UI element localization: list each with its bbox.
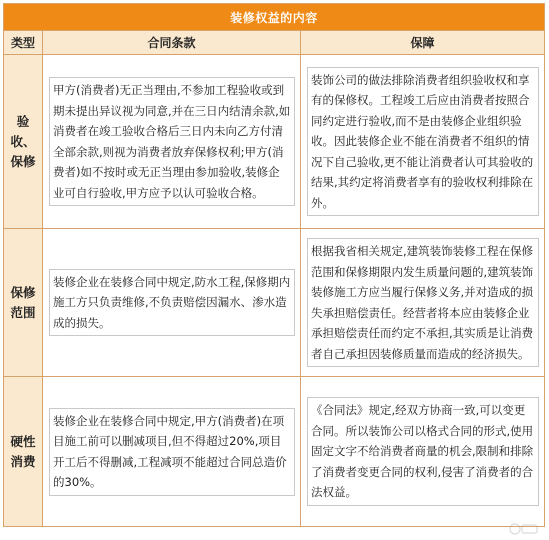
type-line: 消费: [10, 453, 36, 469]
clause-cell: [43, 229, 301, 377]
type-cell: [4, 55, 43, 229]
table-row: [4, 55, 545, 229]
guarantee-cell: [301, 229, 545, 377]
rights-table: [3, 3, 544, 535]
clause-text: 甲方(消费者)无正当理由,不参加工程验收或到期未提出异议视为同意,并在三日内结清余款,如消费者在竣工验收合格后三日内未向乙方付清全部余款,则视为消费者放弃保修权利;甲方(消费者)如不按时或无正当理由参加验收,装修企业可自行验收,甲方应予以认可验收合格。: [49, 77, 295, 206]
title-row: [4, 4, 545, 31]
table-row: [4, 377, 545, 527]
type-line: 收、: [10, 133, 36, 149]
table-row: [4, 229, 545, 377]
header-guarantee: 保障: [301, 31, 545, 55]
guarantee-cell: [301, 55, 545, 229]
type-line: 硬性: [10, 433, 36, 449]
type-line: 保修: [10, 284, 36, 300]
type-line: 保修: [10, 153, 36, 169]
guarantee-text: 《合同法》规定,经双方协商一致,可以变更合同。所以装饰公司以格式合同的形式,使用固定文字不给消费者商量的机会,限制和排除了消费者变更合同的权利,侵害了消费者的合法权益。: [307, 397, 539, 506]
clause-cell: [43, 377, 301, 527]
clause-text: 装修企业在装修合同中规定,防水工程,保修期内施工方只负责维修,不负责赔偿因漏水、渗水造成的损失。: [49, 269, 295, 337]
guarantee-text: 装饰公司的做法排除消费者组织验收权和享有的保修权。工程竣工后应由消费者按照合同约定进行验收,而不是由装修企业组织验收。因此装修企业不能在消费者不组织的情况下自己验收,更不能让消费者认可其验收的结果,其约定将消费者享有的验收权利排除在外。: [307, 67, 539, 217]
type-cell: [4, 229, 43, 377]
guarantee-text: 根据我省相关规定,建筑装饰装修工程在保修范围和保修期限内发生质量问题的,建筑装饰装修施工方应当履行保修义务,并对造成的损失承担赔偿责任。经营者将本应由装修企业承担赔偿责任而约定不承担,其实质是让消费者自己承担因装修质量而造成的经济损失。: [307, 238, 539, 367]
header-row: [4, 31, 545, 55]
clause-cell: [43, 55, 301, 229]
clause-text: 装修企业在装修合同中规定,甲方(消费者)在项目施工前可以删减项目,但不得超过20%,项目开工后不得删减,工程减项不能超过合同总造价的30%。: [49, 408, 295, 496]
guarantee-cell: [301, 377, 545, 527]
type-line: 验: [16, 113, 30, 129]
table-title: 装修权益的内容: [4, 4, 545, 31]
header-type: 类型: [4, 31, 43, 55]
type-cell: [4, 377, 43, 527]
header-clause: 合同条款: [43, 31, 301, 55]
watermark-logo-icon: [509, 522, 539, 536]
type-line: 范围: [10, 304, 36, 320]
rights-table-grid: [3, 3, 545, 527]
